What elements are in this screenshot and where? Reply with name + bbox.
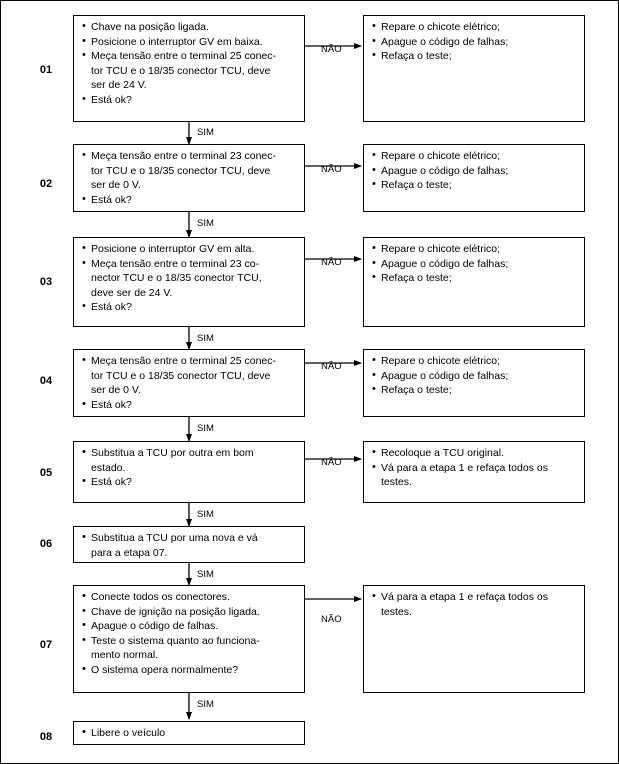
- step-line-cont: ser de 24 V.: [91, 79, 147, 91]
- step-line: • Libere o veículo: [82, 727, 298, 741]
- branch-line: • Vá para a etapa 1 e refaça todos os: [372, 591, 578, 605]
- branch-line-cont: testes.: [381, 476, 412, 488]
- step-line: • Está ok?: [82, 301, 298, 315]
- sim-label-07: SIM: [197, 699, 214, 710]
- sim-label-03: SIM: [197, 333, 214, 344]
- branch-line: • Refaça o teste;: [372, 50, 578, 64]
- step-line: • Posicione o interruptor GV em alta.: [82, 243, 298, 257]
- step-line: • Meça tensão entre o terminal 23 conec-: [82, 150, 298, 164]
- branch-box-07: [363, 585, 585, 693]
- step-number-01: 01: [39, 64, 53, 76]
- branch-line: • Repare o chicote elétrico;: [372, 21, 578, 35]
- step-line: • Está ok?: [82, 399, 298, 413]
- no-label-05: NÃO: [321, 457, 342, 468]
- branch-line: • Repare o chicote elétrico;: [372, 150, 578, 164]
- step-line-cont: tor TCU e o 18/35 conector TCU, deve: [91, 164, 271, 177]
- sim-label-04: SIM: [197, 423, 214, 434]
- step-line-cont: para a etapa 07.: [91, 546, 168, 559]
- step-line: • Conecte todos os conectores.: [82, 591, 298, 605]
- no-label-02: NÃO: [321, 164, 342, 175]
- no-label-04: NÃO: [321, 361, 342, 372]
- step-line-cont: tor TCU e o 18/35 conector TCU, deve: [91, 64, 271, 77]
- step-line-cont: estado.: [91, 461, 126, 474]
- step-line: • Apague o código de falhas.: [82, 620, 298, 634]
- step-line-cont: nector TCU e o 18/35 conector TCU,: [91, 272, 262, 284]
- step-box-05: [73, 441, 305, 503]
- branch-line: • Apague o código de falhas;: [372, 370, 578, 384]
- branch-line: • Refaça o teste;: [372, 272, 578, 286]
- branch-line: • Refaça o teste;: [372, 179, 578, 193]
- step-line: • Chave de ignição na posição ligada.: [82, 606, 298, 620]
- step-line-cont: deve ser de 24 V.: [91, 286, 173, 299]
- step-line: • Substitua a TCU por outra em bom: [82, 447, 298, 461]
- step-box-06: [73, 526, 305, 563]
- sim-label-06: SIM: [197, 569, 214, 580]
- step-box-08: [73, 721, 305, 745]
- branch-line: • Apague o código de falhas;: [372, 36, 578, 50]
- branch-line: • Refaça o teste;: [372, 384, 578, 398]
- step-line-cont: mento normal.: [91, 649, 159, 661]
- step-number-03: 03: [39, 276, 53, 288]
- no-label-01: NÃO: [321, 44, 342, 55]
- step-box-07: [73, 585, 305, 693]
- step-line: • Meça tensão entre o terminal 25 conec-: [82, 50, 298, 64]
- branch-line-cont: testes.: [381, 605, 412, 618]
- sim-label-01: SIM: [197, 127, 214, 138]
- branch-line: • Vá para a etapa 1 e refaça todos os: [372, 462, 578, 476]
- branch-box-03: [363, 237, 585, 327]
- step-number-07: 07: [39, 639, 53, 651]
- step-box-04: [73, 349, 305, 417]
- step-line-cont: ser de 0 V.: [91, 179, 141, 191]
- branch-line: • Repare o chicote elétrico;: [372, 243, 578, 257]
- branch-box-04: [363, 349, 585, 417]
- sim-label-02: SIM: [197, 218, 214, 229]
- step-line: • Substitua a TCU por uma nova e vá: [82, 532, 298, 546]
- step-number-05: 05: [39, 467, 53, 479]
- no-label-03: NÃO: [321, 257, 342, 268]
- step-box-01: [73, 15, 305, 122]
- step-line: • Teste o sistema quanto ao funciona-: [82, 635, 298, 649]
- step-line: • O sistema opera normalmente?: [82, 664, 298, 678]
- step-line: • Posicione o interruptor GV em baixa.: [82, 36, 298, 50]
- step-line-cont: tor TCU e o 18/35 conector TCU, deve: [91, 369, 271, 382]
- branch-box-02: [363, 144, 585, 212]
- branch-line: • Recoloque a TCU original.: [372, 447, 578, 461]
- step-line: • Está ok?: [82, 476, 298, 490]
- branch-box-01: [363, 15, 585, 122]
- step-line: • Está ok?: [82, 94, 298, 108]
- step-box-02: [73, 144, 305, 212]
- step-number-08: 08: [39, 731, 53, 743]
- step-line: • Está ok?: [82, 194, 298, 208]
- branch-line: • Repare o chicote elétrico;: [372, 355, 578, 369]
- step-line: • Meça tensão entre o terminal 23 co-: [82, 258, 298, 272]
- no-label-07: NÃO: [321, 614, 342, 625]
- sim-label-05: SIM: [197, 509, 214, 520]
- step-line: • Chave na posição ligada.: [82, 21, 298, 35]
- step-number-06: 06: [39, 538, 53, 550]
- branch-line: • Apague o código de falhas;: [372, 165, 578, 179]
- step-line: • Meça tensão entre o terminal 25 conec-: [82, 355, 298, 369]
- step-number-04: 04: [39, 375, 53, 387]
- step-line-cont: ser de 0 V.: [91, 384, 141, 396]
- branch-box-05: [363, 441, 585, 503]
- step-number-02: 02: [39, 178, 53, 190]
- step-box-03: [73, 237, 305, 327]
- branch-line: • Apague o código de falhas;: [372, 258, 578, 272]
